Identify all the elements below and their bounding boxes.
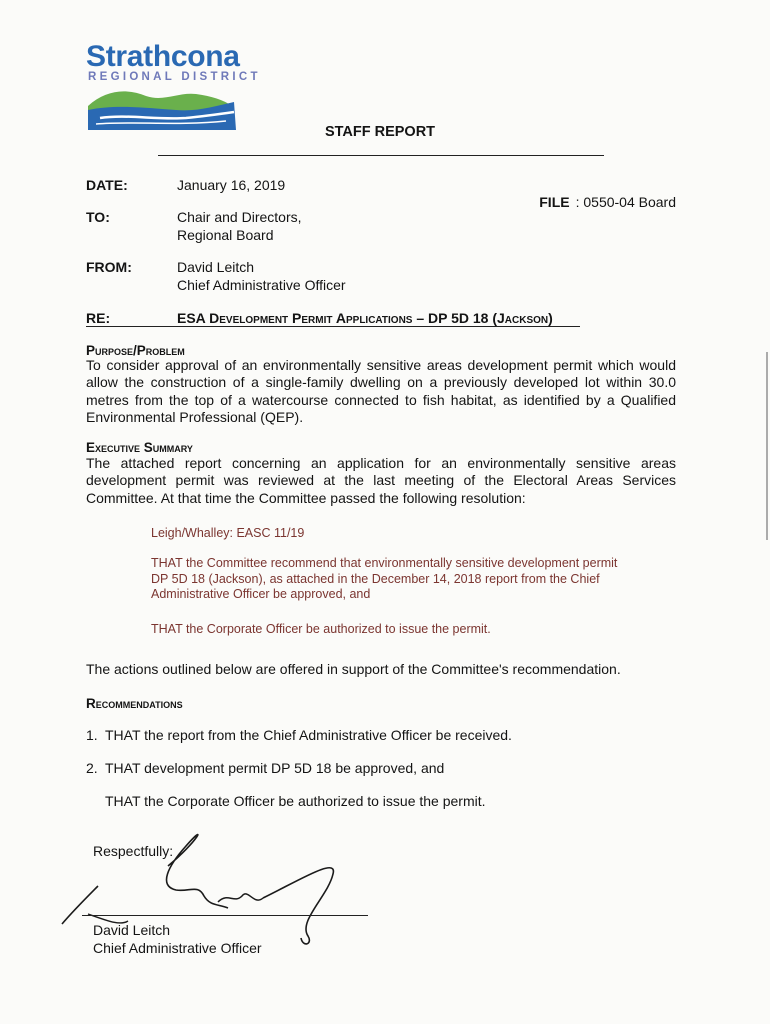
file-label: FILE (539, 194, 570, 210)
to-label: TO: (86, 209, 110, 225)
to-line-1: Chair and Directors, (177, 209, 302, 225)
closing-salutation: Respectfully: (93, 843, 174, 859)
resolution-clause-1: THAT the Committee recommend that environmentally sensitive development permit DP 5D 18 (Jackson), as attached in the December 14, 2018 report from the Chief Administrative Officer be approved, and (151, 556, 618, 601)
re-underline (86, 326, 580, 327)
signatory-title: Chief Administrative Officer (93, 939, 262, 956)
from-label: FROM: (86, 259, 132, 275)
recommendations-heading: Recommendations (86, 696, 183, 711)
signatory-name: David Leitch (93, 922, 171, 938)
scan-margin-mark (766, 352, 768, 540)
rec-1-number: 1. (86, 727, 98, 743)
re-subject: ESA Development Permit Applications – DP 5D 18 (Jackson) (177, 310, 553, 326)
from-line-1: David Leitch (177, 259, 255, 275)
report-title: STAFF REPORT (324, 124, 436, 140)
file-reference (539, 194, 676, 210)
signatory (93, 922, 262, 957)
to-line-2: Regional Board (177, 226, 274, 243)
summary-body: The attached report concerning an application for an environmentally sensitive areas development permit was reviewed at the last meeting of the Electoral Areas Services Committee. At that time the Committee passed the following resolution: (86, 455, 676, 506)
resolution-mover: Leigh/Whalley: EASC 11/19 (151, 526, 305, 540)
from-sender (177, 259, 346, 294)
summary-heading: Executive Summary (86, 440, 193, 455)
date-value: January 16, 2019 (177, 177, 286, 193)
resolution-clause-2: THAT the Corporate Officer be authorized to issue the permit. (151, 622, 491, 636)
rec-2-number: 2. (86, 760, 98, 776)
purpose-body: To consider approval of an environmentally sensitive areas development permit which would allow the construction of a single-family dwelling on a previously developed lot within 30.0 metres from the top of a watercourse connected to fish habitat, as identified by a Qualified Environmental Professional (QEP). (86, 357, 676, 425)
signature-line (82, 915, 368, 916)
from-line-2: Chief Administrative Officer (177, 276, 346, 293)
logo-subtitle: REGIONAL DISTRICT (88, 71, 261, 83)
strathcona-logo (86, 40, 261, 128)
file-value: : 0550-04 Board (575, 194, 676, 210)
logo-name: Strathcona (86, 40, 240, 73)
date-label: DATE: (86, 177, 128, 193)
support-text: The actions outlined below are offered in support of the Committee's recommendation. (86, 661, 621, 677)
purpose-heading: Purpose/Problem (86, 343, 185, 358)
rec-1-text: THAT the report from the Chief Administrative Officer be received. (105, 727, 512, 743)
to-recipient (177, 209, 302, 244)
title-rule (158, 155, 604, 156)
rec-2-text: THAT development permit DP 5D 18 be approved, and (105, 760, 445, 776)
rec-2-continuation: THAT the Corporate Officer be authorized to issue the permit. (105, 793, 486, 809)
re-label: RE: (86, 310, 111, 326)
